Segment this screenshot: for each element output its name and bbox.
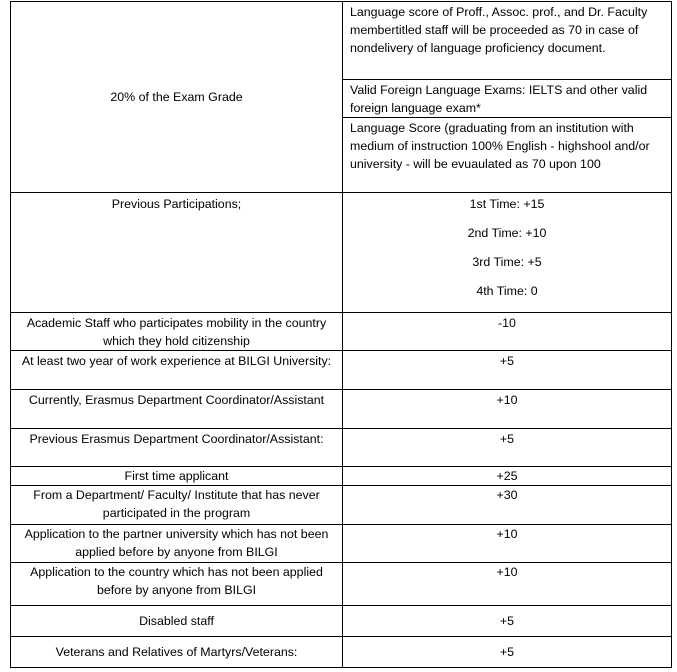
criterion-label: Application to the country which has not been applied before by anyone from BILGI xyxy=(11,563,343,606)
language-criteria-cell xyxy=(343,2,672,193)
language-criterion-item: Language score of Proff., Assoc. prof., and Dr. Faculty membertitled staff will be proceeded as 70 in case of nondelivery of language proficiency document. xyxy=(343,2,671,80)
criterion-label: Academic Staff who participates mobility in the country which they hold citizenship xyxy=(11,313,343,351)
participation-value: 1st Time: +15 xyxy=(469,197,545,211)
previous-participations-values xyxy=(343,193,672,313)
criterion-points: +10 xyxy=(343,563,672,606)
criterion-points: +30 xyxy=(343,486,672,525)
criterion-points: +5 xyxy=(343,637,672,668)
participation-value: 2nd Time: +10 xyxy=(467,226,547,240)
criterion-label: Previous Erasmus Department Coordinator/Assistant: xyxy=(11,429,343,467)
criterion-row xyxy=(11,313,672,351)
criterion-label: Disabled staff xyxy=(11,606,343,637)
criterion-label: Veterans and Relatives of Martyrs/Veterans: xyxy=(11,637,343,668)
criterion-row xyxy=(11,637,672,668)
participation-value: 4th Time: 0 xyxy=(476,284,538,298)
language-criterion-item: Language Score (graduating from an institution with medium of instruction 100% English - highshool and/or university - will be evuaulated as 70 upon 100 xyxy=(350,121,650,171)
criterion-points: +10 xyxy=(343,525,672,563)
criterion-points: -10 xyxy=(343,313,672,351)
participation-value: 3rd Time: +5 xyxy=(472,255,542,269)
criterion-points: +10 xyxy=(343,390,672,429)
criterion-row xyxy=(11,606,672,637)
language-criterion-item: Valid Foreign Language Exams: IELTS and other valid foreign language exam* xyxy=(343,80,671,118)
criterion-points: +25 xyxy=(343,467,672,486)
previous-participations-label: Previous Participations; xyxy=(11,193,343,313)
criterion-label: Currently, Erasmus Department Coordinator/Assistant xyxy=(11,390,343,429)
criterion-label: First time applicant xyxy=(11,467,343,486)
exam-grade-label: 20% of the Exam Grade xyxy=(11,2,343,193)
criterion-label: Application to the partner university which has not been applied before by anyone from BILGI xyxy=(11,525,343,563)
criterion-points: +5 xyxy=(343,606,672,637)
exam-grade-row xyxy=(11,2,672,193)
previous-participations-row xyxy=(11,193,672,313)
criterion-row xyxy=(11,525,672,563)
language-criteria-list xyxy=(343,2,671,192)
scoring-table xyxy=(10,1,672,668)
criterion-row xyxy=(11,486,672,525)
criterion-row xyxy=(11,467,672,486)
criterion-row xyxy=(11,429,672,467)
criterion-row xyxy=(11,390,672,429)
criterion-label: From a Department/ Faculty/ Institute that has never participated in the program xyxy=(11,486,343,525)
criterion-row xyxy=(11,563,672,606)
criterion-points: +5 xyxy=(343,429,672,467)
criterion-row xyxy=(11,351,672,390)
criterion-points: +5 xyxy=(343,351,672,390)
criterion-label: At least two year of work experience at BILGI University: xyxy=(11,351,343,390)
